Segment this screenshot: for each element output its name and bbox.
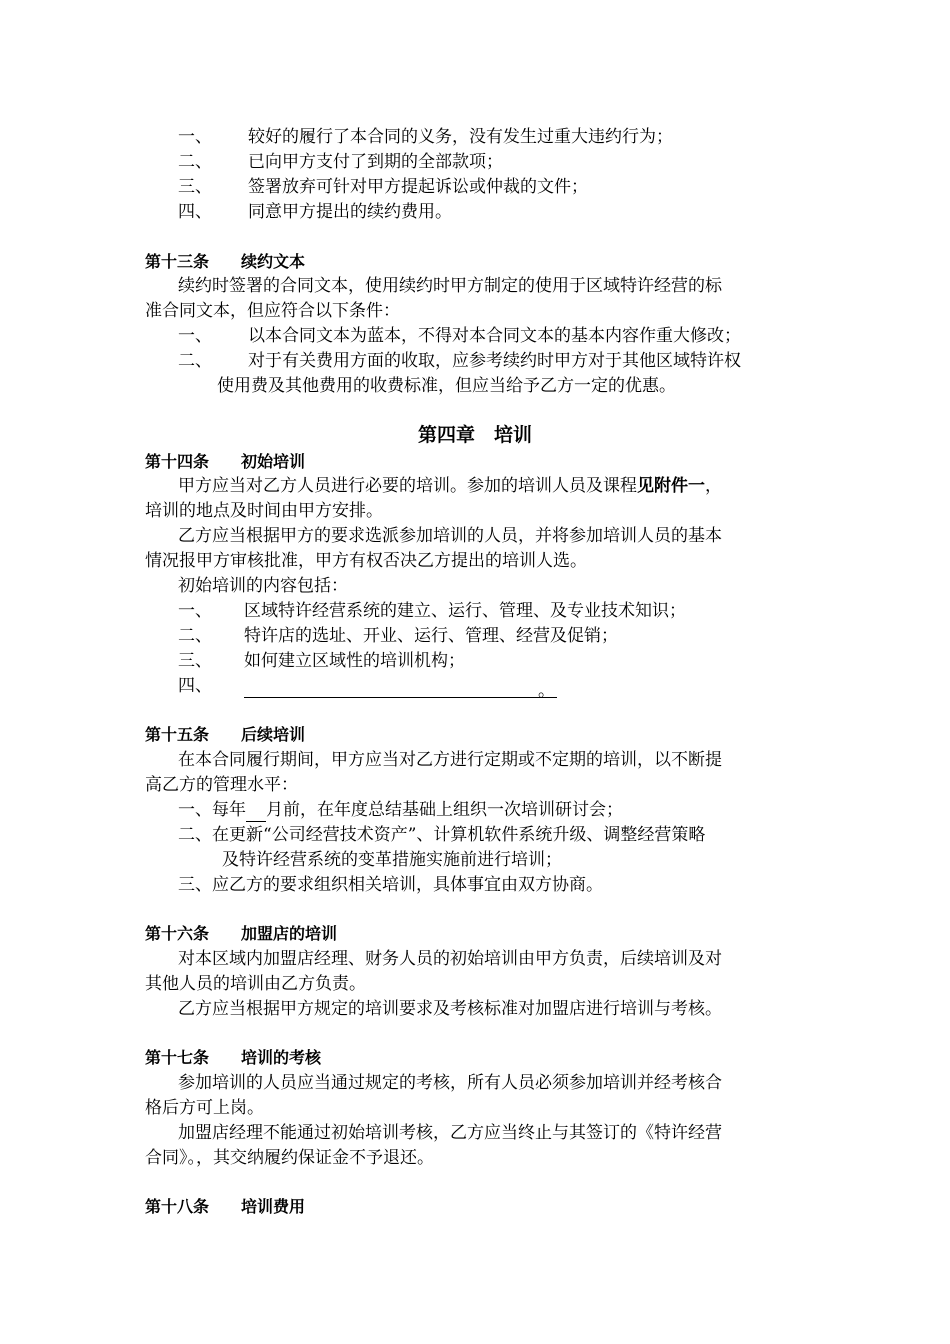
list-number: 一、 [178, 601, 212, 621]
article-heading [145, 723, 305, 747]
list-text: 月前，在年度总结基础上组织一次培训研讨会； [266, 800, 623, 820]
paragraph-line: 高乙方的管理水平： [145, 775, 298, 795]
list-number: 三、 [178, 651, 212, 671]
article-heading [145, 1195, 305, 1219]
list-item [178, 624, 618, 648]
paragraph-line: 加盟店经理不能通过初始培训考核，乙方应当终止与其签订的《特许经营 [178, 1123, 722, 1143]
paragraph-line: 对本区域内加盟店经理、财务人员的初始培训由甲方负责，后续培训及对 [178, 949, 722, 969]
list-item-continuation: 使用费及其他费用的收费标准，但应当给予乙方一定的优惠。 [217, 376, 676, 396]
list-item [178, 175, 588, 199]
fill-in-end: 。 [538, 681, 555, 701]
list-text: 如何建立区域性的培训机构； [244, 651, 465, 671]
list-text: 一、每年 [178, 800, 246, 820]
paragraph-text: ， [705, 476, 722, 496]
list-item [178, 599, 686, 623]
paragraph-line: 乙方应当根据甲方的要求选派参加培训的人员，并将参加培训人员的基本 [178, 526, 722, 546]
article-heading [145, 250, 305, 274]
article-number: 第十五条 [145, 725, 210, 744]
list-text: 较好的履行了本合同的义务，没有发生过重大违约行为； [248, 127, 673, 147]
list-text: 对于有关费用方面的收取，应参考续约时甲方对于其他区域特许权 [248, 351, 741, 371]
paragraph-line: 续约时签署的合同文本，使用续约时甲方制定的使用于区域特许经营的标 [178, 276, 722, 296]
list-text: 签署放弃可针对甲方提起诉讼或仲裁的文件； [248, 177, 588, 197]
paragraph-line [178, 474, 722, 498]
list-number: 四、 [178, 676, 212, 696]
paragraph-line: 乙方应当根据甲方规定的培训要求及考核标准对加盟店进行培训与考核。 [178, 999, 722, 1019]
list-number: 四、 [178, 202, 212, 222]
paragraph-line: 准合同文本，但应符合以下条件： [145, 301, 400, 321]
paragraph-line: 情况报甲方审核批准，甲方有权否决乙方提出的培训人选。 [145, 551, 587, 571]
paragraph-line: 合同》。，其交纳履约保证金不予退还。 [145, 1148, 434, 1168]
list-text: 特许店的选址、开业、运行、管理、经营及促销； [244, 626, 618, 646]
annex-reference: 见附件一 [637, 476, 705, 496]
paragraph-line: 其他人员的培训由乙方负责。 [145, 974, 366, 994]
list-item [178, 798, 623, 822]
article-heading [145, 1046, 321, 1070]
list-item: 二、在更新“公司经营技术资产”、计算机软件系统升级、调整经营策略 [178, 825, 706, 845]
list-number: 一、 [178, 326, 212, 346]
list-text: 以本合同文本为蓝本，不得对本合同文本的基本内容作重大修改； [248, 326, 741, 346]
article-heading [145, 450, 305, 474]
paragraph-line: 初始培训的内容包括： [178, 576, 348, 596]
paragraph-line: 培训的地点及时间由甲方安排。 [145, 501, 383, 521]
article-number: 第十三条 [145, 252, 210, 271]
fill-in-blank [246, 803, 266, 822]
list-item [178, 674, 557, 701]
list-item [178, 150, 503, 174]
fill-in-blank [244, 679, 538, 698]
list-number: 二、 [178, 626, 212, 646]
list-item: 三、应乙方的要求组织相关培训，具体事宜由双方协商。 [178, 875, 603, 895]
list-text: 已向甲方支付了到期的全部款项； [248, 152, 503, 172]
list-number: 三、 [178, 177, 212, 197]
list-item [178, 649, 465, 673]
list-text: 区域特许经营系统的建立、运行、管理、及专业技术知识； [244, 601, 686, 621]
article-number: 第十四条 [145, 452, 210, 471]
article-title: 培训的考核 [241, 1048, 322, 1067]
chapter-title: 第四章 培训 [417, 424, 532, 446]
article-heading [145, 922, 337, 946]
list-number: 二、 [178, 351, 212, 371]
list-item [178, 324, 741, 348]
article-title: 初始培训 [241, 452, 306, 471]
paragraph-text: 甲方应当对乙方人员进行必要的培训。参加的培训人员及课程 [178, 476, 637, 496]
paragraph-line: 格后方可上岗。 [145, 1098, 264, 1118]
article-title: 加盟店的培训 [241, 924, 338, 943]
list-number: 二、 [178, 152, 212, 172]
list-item-continuation: 及特许经营系统的变革措施实施前进行培训； [222, 850, 562, 870]
paragraph-line: 在本合同履行期间，甲方应当对乙方进行定期或不定期的培训，以不断提 [178, 750, 722, 770]
article-number: 第十六条 [145, 924, 210, 943]
article-number: 第十七条 [145, 1048, 210, 1067]
paragraph-line: 参加培训的人员应当通过规定的考核，所有人员必须参加培训并经考核合 [178, 1073, 722, 1093]
article-title: 后续培训 [241, 725, 306, 744]
list-item [178, 125, 673, 149]
list-text: 同意甲方提出的续约费用。 [248, 202, 452, 222]
article-title: 续约文本 [241, 252, 306, 271]
list-item [178, 349, 741, 373]
list-number: 一、 [178, 127, 212, 147]
article-title: 培训费用 [241, 1197, 306, 1216]
list-item [178, 200, 452, 224]
article-number: 第十八条 [145, 1197, 210, 1216]
